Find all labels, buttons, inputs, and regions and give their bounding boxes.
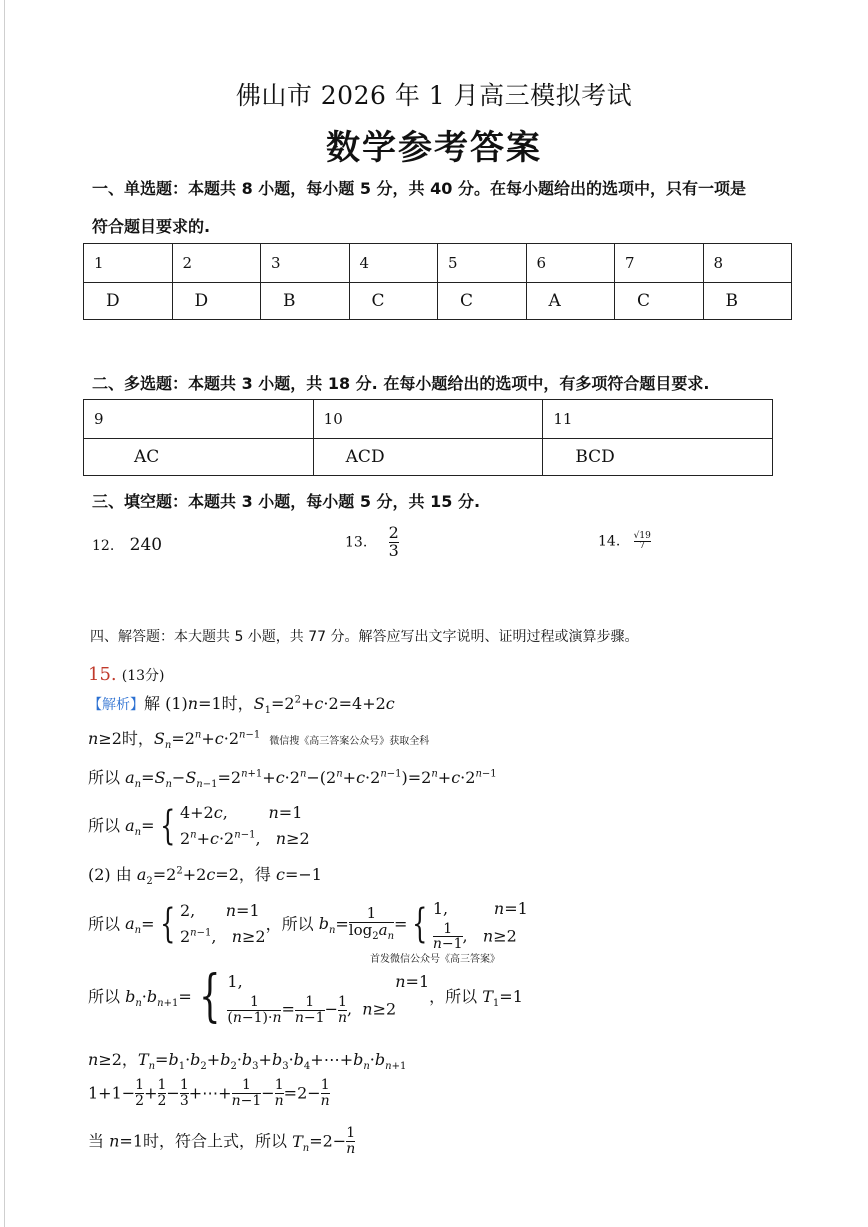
section1-heading-line2: 符合题目要求的. — [92, 217, 211, 236]
solution-line-8: n≥2，$T_n=b_1\cdot b_2+b_2\cdot b_3+b_3\cdot b_4+\cdots+b_n\cdot b_{n+1}$ — [88, 1050, 407, 1073]
answer-fraction — [389, 525, 399, 560]
denominator: 7 — [634, 541, 651, 551]
answer-cell: C — [438, 283, 527, 320]
solution-line-3: 所以 $a_n=S_n-S_{n-1}=2^{n+1}+c\cdot 2^n-(2^n+c\cdot 2^{n-1})=2^n+c\cdot 2^{n-1}$ — [88, 768, 497, 791]
table-row — [84, 283, 792, 320]
question-number: 8 — [703, 244, 792, 283]
question-label: 12. — [92, 538, 115, 554]
solution-line-4: 所以 $a_n=$ { 4+2c, n=1 $2^n+c\cdot 2^{n-1}$, n≥2 — [88, 802, 310, 849]
answer-value: 240 — [129, 535, 163, 555]
exam-title: 佛山市 2026 年 1 月高三模拟考试 — [235, 81, 633, 110]
solution-line-5: (2) 由 $a_2=2^2+2c=2$，得 c=−1 — [88, 865, 322, 888]
numerator: √19 — [633, 530, 651, 541]
answer-cell: A — [526, 283, 615, 320]
question-number: 11 — [543, 400, 773, 439]
answer-cell: C — [349, 283, 438, 320]
question-number: 1 — [84, 244, 173, 283]
table-row — [84, 400, 773, 439]
table-row — [84, 439, 773, 476]
page-edge — [4, 0, 5, 1227]
answer-cell: B — [261, 283, 350, 320]
solution-line-9: 1+1− $\frac{1}{2}$ + $\frac{1}{2}$ − $\frac{1}{3}$ +⋯+ $\frac{1}{n-1}$ − $\frac{1}{n}$ =2− $\frac{1}{n}$ — [88, 1077, 330, 1109]
answer-cell: BCD — [543, 439, 773, 476]
answer-cell: C — [615, 283, 704, 320]
denominator: 3 — [388, 540, 399, 560]
fill-answer-14 — [598, 531, 651, 551]
section2-heading: 二、多选题：本题共 3 小题，共 18 分. 在每小题给出的选项中，有多项符合题目要求. — [92, 374, 710, 393]
section1-heading-line1: 一、单选题：本题共 8 小题，每小题 5 分，共 40 分。在每小题给出的选项中，只有一项是 — [92, 179, 746, 198]
solution-line-2: n≥2时，$S_n=2^n+c\cdot 2^{n-1}$ 微信搜《高三答案公众号》获取全科 — [88, 729, 430, 752]
section3-heading: 三、填空题：本题共 3 小题，每小题 5 分，共 15 分. — [92, 492, 481, 511]
answer-cell: ACD — [313, 439, 543, 476]
solution-line-10: 当 n=1时，符合上式，所以 $T_n=2-$ $\frac{1}{n}$ — [88, 1125, 356, 1157]
question-number: 9 — [84, 400, 314, 439]
answer-cell: D — [172, 283, 261, 320]
answer-cell: B — [703, 283, 792, 320]
question-number: 4 — [349, 244, 438, 283]
question-label: 14. — [598, 533, 621, 550]
fill-answer-13 — [345, 525, 399, 560]
question-number: 2 — [172, 244, 261, 283]
solution-line-7: 所以 $b_n\cdot b_{n+1}=$ { 1, n=1 $\frac{1}{(n-1)\cdot n}$ = $\frac{1}{n-1}$ − $\frac{1}{n}$ , n≥2，所以 $T_1=1$ — [88, 963, 523, 1029]
multi-choice-table — [83, 399, 773, 476]
question-number: 6 — [526, 244, 615, 283]
single-choice-table — [83, 243, 792, 320]
question-points: (13分) — [121, 668, 165, 684]
solution-line-1: 【解析】解 (1)n=1时，$S_1=2^2+c\cdot 2=4+2c$ — [88, 694, 395, 717]
fill-answer-12 — [92, 535, 162, 555]
answer-cell: AC — [84, 439, 314, 476]
analysis-tag: 【解析】 — [88, 697, 144, 713]
watermark-text: 微信搜《高三答案公众号》获取全科 — [269, 736, 430, 747]
question-number: 5 — [438, 244, 527, 283]
q15-header — [88, 664, 164, 685]
answer-cell: D — [84, 283, 173, 320]
question-number: 7 — [615, 244, 704, 283]
question-number: 15. — [88, 664, 117, 685]
watermark-text-2: 首发微信公众号《高三答案》 — [370, 954, 500, 965]
section4-heading: 四、解答题：本大题共 5 小题，共 77 分。解答应写出文字说明、证明过程或演算步骤。 — [90, 629, 639, 645]
question-number: 3 — [261, 244, 350, 283]
numerator: 2 — [388, 523, 399, 542]
question-number: 10 — [313, 400, 543, 439]
answer-key-title: 数学参考答案 — [326, 128, 542, 168]
answer-fraction — [634, 532, 651, 552]
table-row — [84, 244, 792, 283]
question-label: 13. — [345, 534, 368, 551]
solution-line-6: 所以 $a_n=$ { 2, n=1 $2^{n-1}$, n≥2，所以 $b_n=$ $\frac{1}{\log_2a_n}$ = { 1, n=1 $\frac{1}{n-1}$ , n≥2 — [88, 899, 528, 953]
